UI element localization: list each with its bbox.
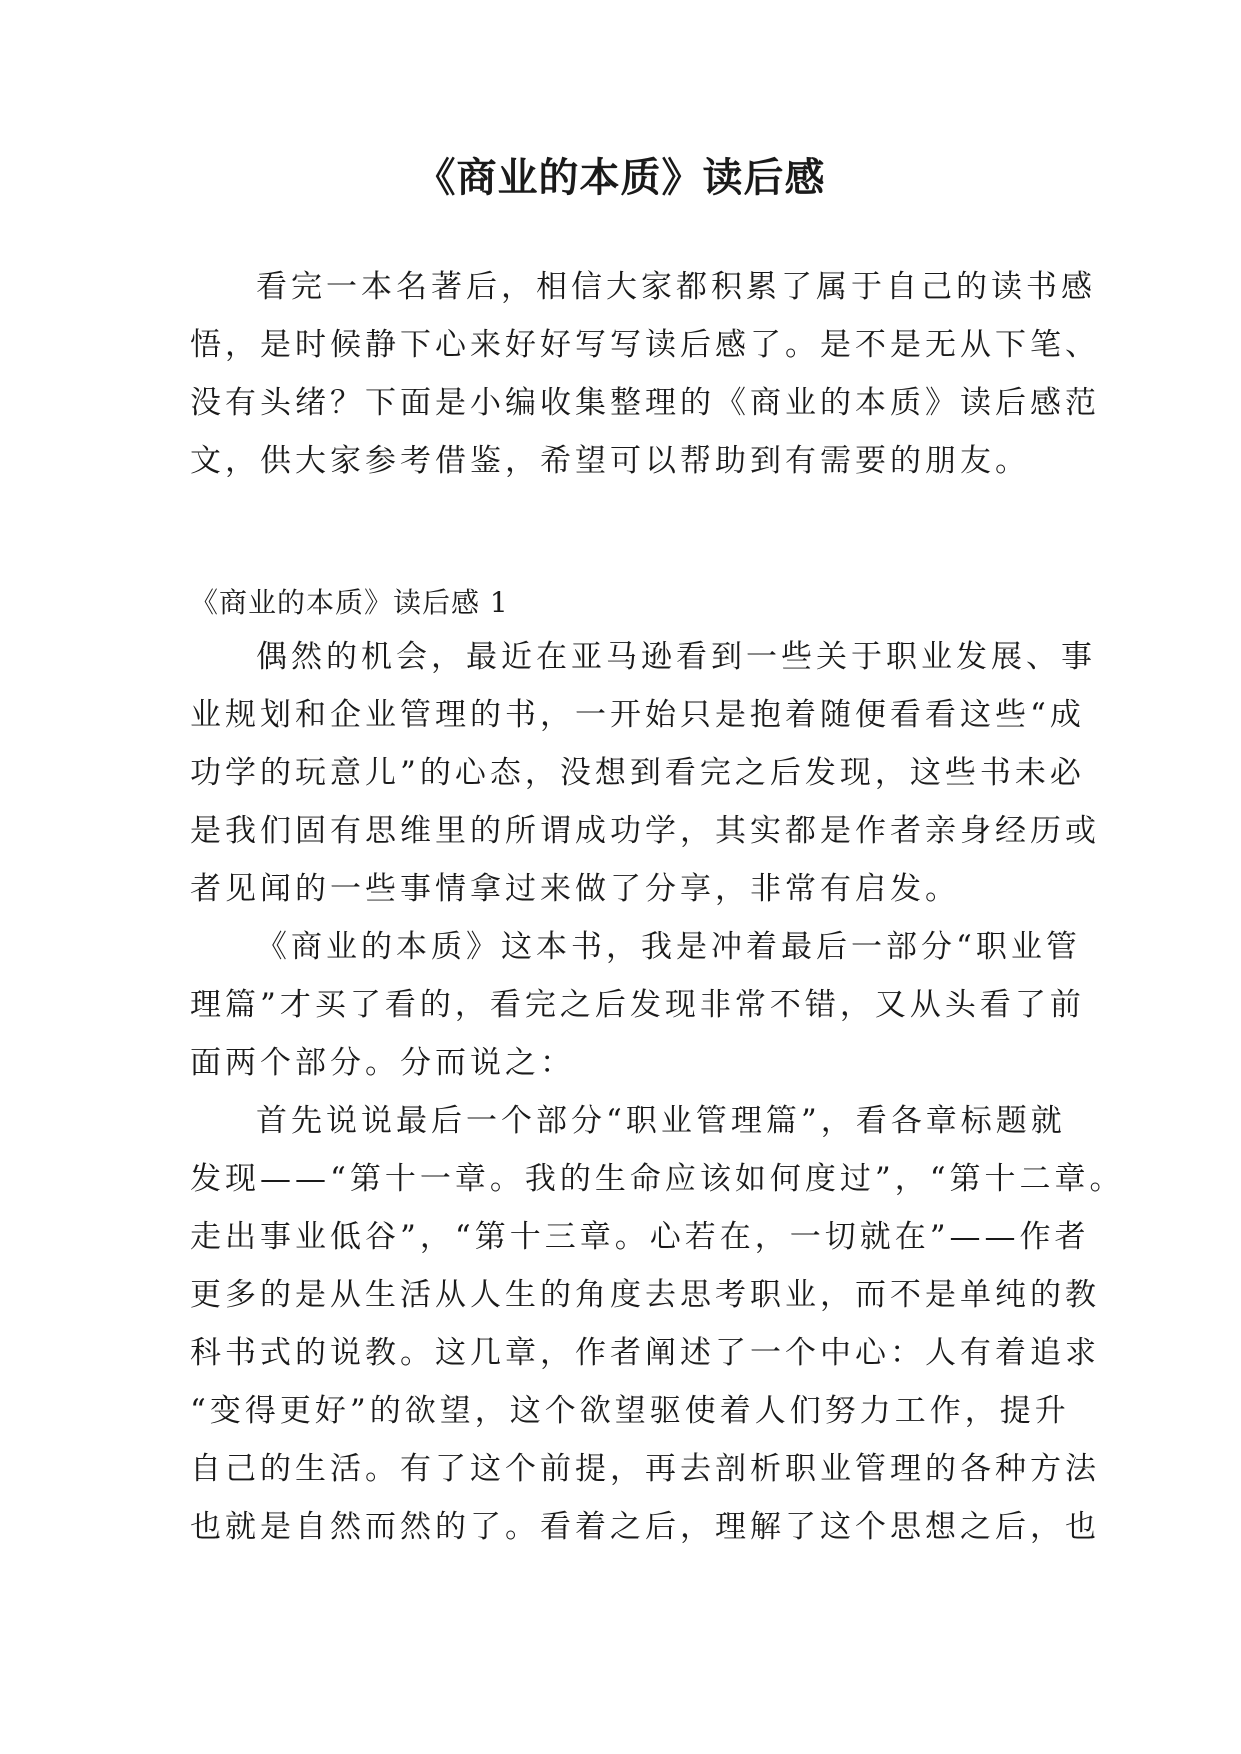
paragraph-line: 自己的生活。有了这个前提，再去剖析职业管理的各种方法 (190, 1451, 1100, 1487)
paragraph-line: 悟，是时候静下心来好好写写读后感了。是不是无从下笔、 (190, 327, 1100, 363)
paragraph-line: 者见闻的一些事情拿过来做了分享，非常有启发。 (190, 871, 960, 907)
paragraph-line: 科书式的说教。这几章，作者阐述了一个中心：人有着追求 (190, 1335, 1100, 1371)
paragraph-line: 走出事业低谷”，“第十三章。心若在，一切就在”——作者 (190, 1219, 1090, 1255)
paragraph-line: 看完一本名著后，相信大家都积累了属于自己的读书感 (256, 269, 1096, 305)
paragraph-line: “变得更好”的欲望，这个欲望驱使着人们努力工作，提升 (190, 1393, 1070, 1429)
document-title: 《商业的本质》读后感 (415, 154, 826, 201)
paragraph-line: 更多的是从生活从人生的角度去思考职业，而不是单纯的教 (190, 1277, 1100, 1313)
paragraph-line: 《商业的本质》这本书，我是冲着最后一部分“职业管 (256, 929, 1081, 965)
paragraph-line: 业规划和企业管理的书，一开始只是抱着随便看看这些“成 (190, 697, 1085, 733)
intro-paragraph (190, 258, 1100, 490)
body-paragraph-3 (190, 1092, 1125, 1556)
body-paragraph-1 (190, 628, 1100, 918)
paragraph-line: 功学的玩意儿”的心态，没想到看完之后发现，这些书未必 (190, 755, 1085, 791)
paragraph-line: 偶然的机会，最近在亚马逊看到一些关于职业发展、事 (256, 639, 1096, 675)
paragraph-line: 文，供大家参考借鉴，希望可以帮助到有需要的朋友。 (190, 443, 1030, 479)
paragraph-line: 是我们固有思维里的所谓成功学，其实都是作者亲身经历或 (190, 813, 1100, 849)
paragraph-line: 没有头绪？下面是小编收集整理的《商业的本质》读后感范 (190, 385, 1100, 421)
section-heading: 《商业的本质》读后感 1 (190, 586, 509, 619)
paragraph-line: 发现——“第十一章。我的生命应该如何度过”，“第十二章。 (190, 1161, 1125, 1197)
body-paragraph-2 (190, 918, 1085, 1092)
paragraph-line: 面两个部分。分而说之： (190, 1045, 575, 1081)
paragraph-line: 也就是自然而然的了。看着之后，理解了这个思想之后，也 (190, 1509, 1100, 1545)
paragraph-line: 首先说说最后一个部分“职业管理篇”，看各章标题就 (256, 1103, 1066, 1139)
paragraph-line: 理篇”才买了看的，看完之后发现非常不错，又从头看了前 (190, 987, 1085, 1023)
